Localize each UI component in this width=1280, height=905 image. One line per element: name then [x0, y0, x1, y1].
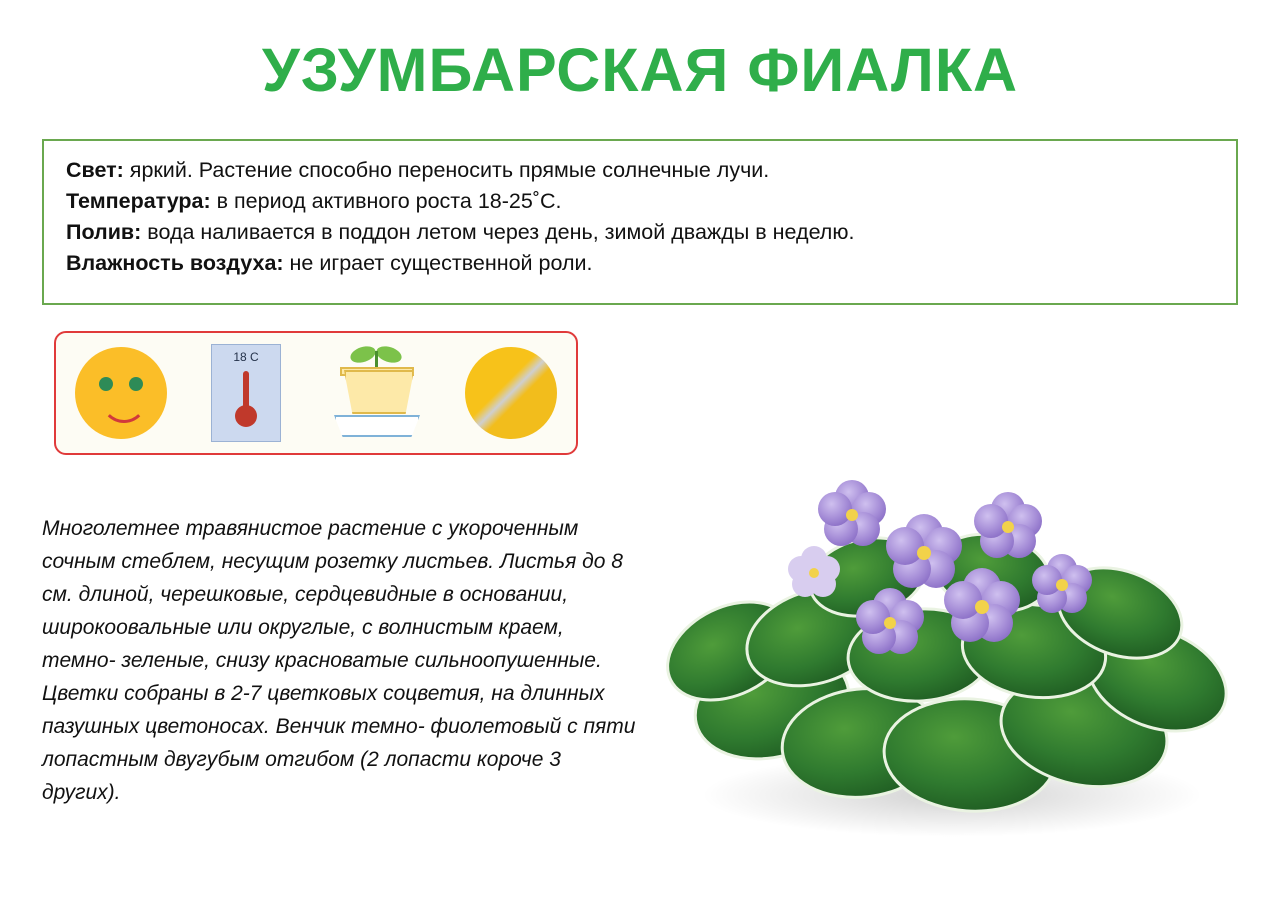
plant-svg	[652, 455, 1252, 875]
care-text-light: яркий. Растение способно переносить прямые солнечные лучи.	[123, 158, 770, 182]
page-title: УЗУМБАРСКАЯ ФИАЛКА	[261, 36, 1019, 104]
care-label-humidity: Влажность воздуха:	[66, 251, 284, 275]
care-label-watering: Полив:	[66, 220, 142, 244]
african-violet-plant-photo	[652, 455, 1252, 875]
smiley-eye-right	[129, 377, 143, 391]
thermometer-icon-cell	[186, 333, 306, 453]
smiley-icon-cell	[56, 333, 186, 453]
thermometer-bulb	[235, 405, 257, 427]
sprout-leaf-left	[348, 343, 377, 365]
smiley-eye-left	[99, 377, 113, 391]
pot-icon-cell	[306, 333, 446, 453]
sprout-leaf-right	[374, 343, 403, 365]
care-line-light	[66, 155, 1216, 186]
care-line-temperature	[66, 186, 1216, 217]
care-info-box	[42, 139, 1238, 305]
water-tray	[334, 415, 420, 437]
care-line-watering	[66, 217, 1216, 248]
smiley-face-icon	[75, 347, 167, 439]
care-text-watering: вода наливается в поддон летом через день, зимой дважды в неделю.	[141, 220, 855, 244]
sun-icon-cell	[446, 333, 576, 453]
smiley-mouth	[101, 395, 147, 423]
care-label-temperature: Температура:	[66, 189, 211, 213]
potted-plant-tray-icon	[322, 343, 430, 443]
plant-description: Многолетнее травянистое растение с укороченным сочным стеблем, несущим розетку листьев. Листья до 8 см. длиной, черешковые, сердцевидные в основании, широкоовальные или округлые, с волнистым краем, темно- зеленые, снизу красноватые сильноопушенные. Цветки собраны в 2-7 цветковых соцветия, на длинных пазушных цветоносах. Венчик темно- фиолетовый с пяти лопастным двугубым отгибом (2 лопасти короче 3 других).	[42, 517, 636, 804]
care-icon-strip	[54, 331, 578, 455]
care-label-light: Свет:	[66, 158, 124, 182]
sun-icon	[465, 347, 557, 439]
thermometer-icon	[211, 344, 281, 442]
thermometer-label: 18 С	[233, 350, 259, 364]
care-line-humidity	[66, 248, 1216, 279]
pot-body	[344, 370, 414, 414]
care-text-humidity: не играет существенной роли.	[283, 251, 593, 275]
care-text-temperature: в период активного роста 18-25˚С.	[210, 189, 562, 213]
